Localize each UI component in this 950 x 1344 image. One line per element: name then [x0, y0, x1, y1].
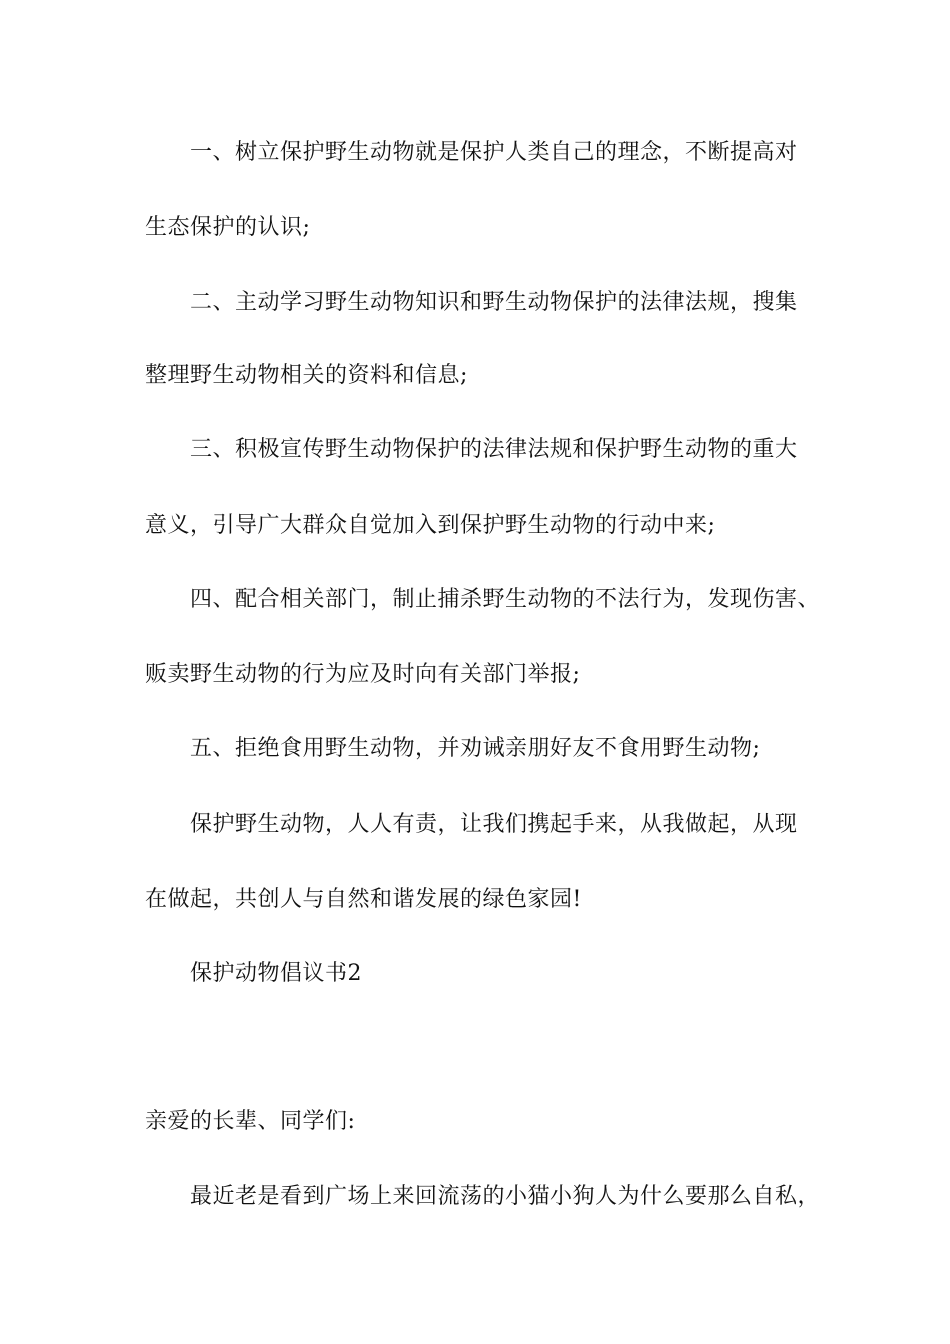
paragraph-line-10: 保护野生动物，人人有责，让我们携起手来，从我做起，从现	[190, 812, 798, 837]
paragraph-line-7: 四、配合相关部门，制止捕杀野生动物的不法行为，发现伤害、	[190, 587, 821, 612]
paragraph-line-1: 一、树立保护野生动物就是保护人类自己的理念，不断提高对	[190, 140, 798, 165]
paragraph-line-3: 二、主动学习野生动物知识和野生动物保护的法律法规，搜集	[190, 290, 798, 315]
paragraph-line-5: 三、积极宣传野生动物保护的法律法规和保护野生动物的重大	[190, 437, 798, 462]
paragraph-line-14: 最近老是看到广场上来回流荡的小猫小狗人为什么要那么自私，	[190, 1184, 821, 1209]
section-title: 保护动物倡议书2	[190, 961, 362, 986]
paragraph-line-11: 在做起，共创人与自然和谐发展的绿色家园!	[145, 887, 582, 912]
paragraph-line-4: 整理野生动物相关的资料和信息;	[145, 363, 468, 388]
salutation-line: 亲爱的长辈、同学们:	[145, 1109, 356, 1134]
paragraph-line-9: 五、拒绝食用野生动物，并劝诫亲朋好友不食用野生动物;	[190, 736, 761, 761]
paragraph-line-2: 生态保护的认识;	[145, 215, 311, 240]
paragraph-line-8: 贩卖野生动物的行为应及时向有关部门举报;	[145, 662, 581, 687]
paragraph-line-6: 意义，引导广大群众自觉加入到保护野生动物的行动中来;	[145, 513, 716, 538]
